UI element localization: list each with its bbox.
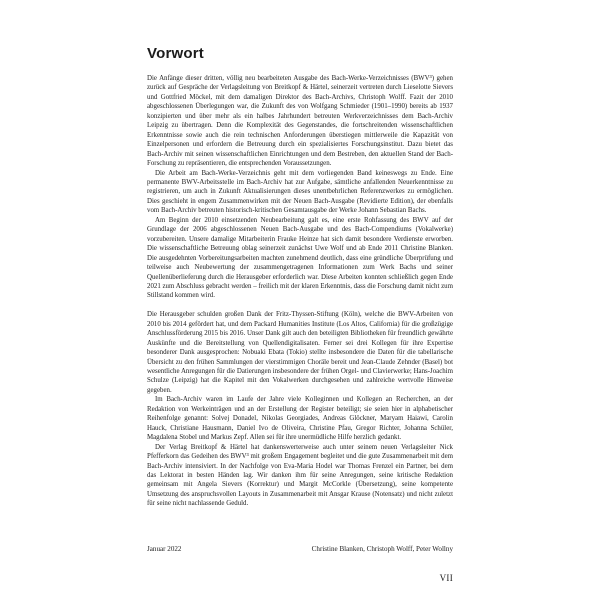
preface-body [147, 74, 453, 509]
page-title: Vorwort [147, 45, 204, 62]
paragraph: Die Anfänge dieser dritten, völlig neu bearbeiteten Ausgabe des Bach-Werke-Verzeichnisses (BWV³) gehen zurück auf Gespräche der Verlagsleitung von Breitkopf & Härtel, seinerzeit vertreten durch Lieselotte Sievers und Gottfried Möckel, mit dem damaligen Direktor des Bach-Archivs, Christoph Wolff. Fazit der 2010 abgeschlossenen Überlegungen war, die Zukunft des von Wolfgang Schmieder (1901–1990) bereits ab 1937 konzipierten und über mehr als ein halbes Jahrhundert betreuten Werkverzeichnisses dem Bach-Archiv Leipzig zu übertragen. Denn die Komplexität des Gegenstandes, die fortschreitenden wissenschaftlichen Erkenntnisse sowie auch die rein technischen Anforderungen überstiegen mittlerweile die Kapazität von Einzelpersonen und erfordern die Betreuung durch ein spezialisiertes Forschungsinstitut. Dazu bietet das Bach-Archiv mit seinen wissenschaftlichen Einrichtungen und dem Bestreben, den aktuellen Stand der Bach-Forschung zu repräsentieren, die entsprechenden Voraussetzungen. [147, 75, 453, 168]
authors: Christine Blanken, Christoph Wolff, Peter Wollny [311, 545, 453, 553]
paragraph: Der Verlag Breitkopf & Härtel hat dankenswerterweise auch unter seinem neuen Verlagsleiter Nick Pfefferkorn das Gedeihen des BWV³ mit großem Engagement begleitet und die gute Zusammenarbeit mit dem Bach-Archiv intensiviert. In der Nachfolge von Eva-Maria Hodel war Thomas Frenzel ein Partner, bei dem das Lektorat in besten Händen lag. Wir danken ihm für seine Anregungen, seine kritische Redaktion gemeinsam mit Angela Sievers (Korrektur) und Margit McCorkle (Übersetzung), seine kompetente Umsetzung des anspruchsvollen Layouts in Zusammenarbeit mit Ansgar Krause (Notensatz) und nicht zuletzt für seine nicht nachlassende Geduld. [147, 443, 453, 508]
paragraph: Am Beginn der 2010 einsetzenden Neubearbeitung galt es, eine erste Rohfassung des BWV auf der Grundlage der 2006 abgeschlossenen Neuen Bach-Ausgabe und des Bach-Compendiums (Vokalwerke) vorzubereiten. Unsere damalige Mitarbeiterin Frauke Heinze hat sich damit besondere Verdienste erworben. Die wissenschaftliche Betreuung oblag seinerzeit zunächst Uwe Wolf und ab Ende 2011 Christine Blanken. Die ausgedehnten Vorbereitungsarbeiten machten zunehmend deutlich, dass eine gründliche Überprüfung und teilweise auch Neubewertung der zusammengetragenen Informationen zum Werk Bachs und seiner Quellenüberlieferung durch die Herausgeber erforderlich war. Diese Arbeiten konnten schließlich gegen Ende 2021 zum Abschluss gebracht werden – freilich mit der klaren Erkenntnis, dass die Forschung damit nicht zum Stillstand kommen wird. [147, 216, 453, 300]
page-number: VII [439, 573, 453, 583]
paragraph: Die Arbeit am Bach-Werke-Verzeichnis geht mit dem vorliegenden Band keineswegs zu Ende. Eine permanente BWV-Arbeitsstelle im Bach-Archiv hat zur Aufgabe, sämtliche anfallenden Neuerkenntnisse zu registrieren, um auch in Zukunft Aktualisierungen dieses unentbehrlichen Referenzwerkes zu ermöglichen. Dies geschieht in engem Zusammenwirken mit der Neuen Bach-Ausgabe (Revidierte Edition), der ebenfalls vom Bach-Archiv betreuten historisch-kritischen Gesamtausgabe der Werke Johann Sebastian Bachs. [147, 169, 453, 215]
date: Januar 2022 [147, 545, 182, 553]
signature-line [147, 545, 453, 553]
paragraph: Im Bach-Archiv waren im Laufe der Jahre viele Kolleginnen und Kollegen an Recherchen, an der Redaktion von Werkeinträgen und an der Erstellung der Register beteiligt; sie seien hier in alphabetischer Reihenfolge genannt: Solvej Donadel, Nikolas Georgiades, Andreas Glöckner, Maryam Haiawi, Carolin Hauck, Christiane Hausmann, Daniel Ivo de Oliveira, Christine Pfau, Gregor Richter, Johanna Schüler, Magdalena Stobel und Markus Zepf. Allen sei für ihre unermüdliche Hilfe herzlich gedankt. [147, 396, 453, 442]
paragraph: Die Herausgeber schulden großen Dank der Fritz-Thyssen-Stiftung (Köln), welche die BWV-Arbeiten von 2010 bis 2014 gefördert hat, und dem Packard Humanities Institute (Los Altos, California) für die großzügige Anschlussförderung 2015 bis 2016. Unser Dank gilt auch den beteiligten Bibliotheken für freundlich gewährte Auskünfte und die Bereitstellung von Quellendigitalisaten. Ferner sei drei Kollegen für ihre Expertise besonderer Dank ausgesprochen: Nobuaki Ebata (Tokio) stellte insbesondere die Daten für die tabellarische Übersicht zu den frühen Sammlungen der vierstimmigen Choräle bereit und Jean-Claude Zehnder (Basel) bot wesentliche Anregungen für die Datierungen insbesondere der frühen Orgel- und Clavierwerke; Hans-Joachim Schulze (Leipzig) hat die Kapitel mit den Vokalwerken durchgesehen und zahlreiche wertvolle Hinweise gegeben. [147, 311, 453, 394]
